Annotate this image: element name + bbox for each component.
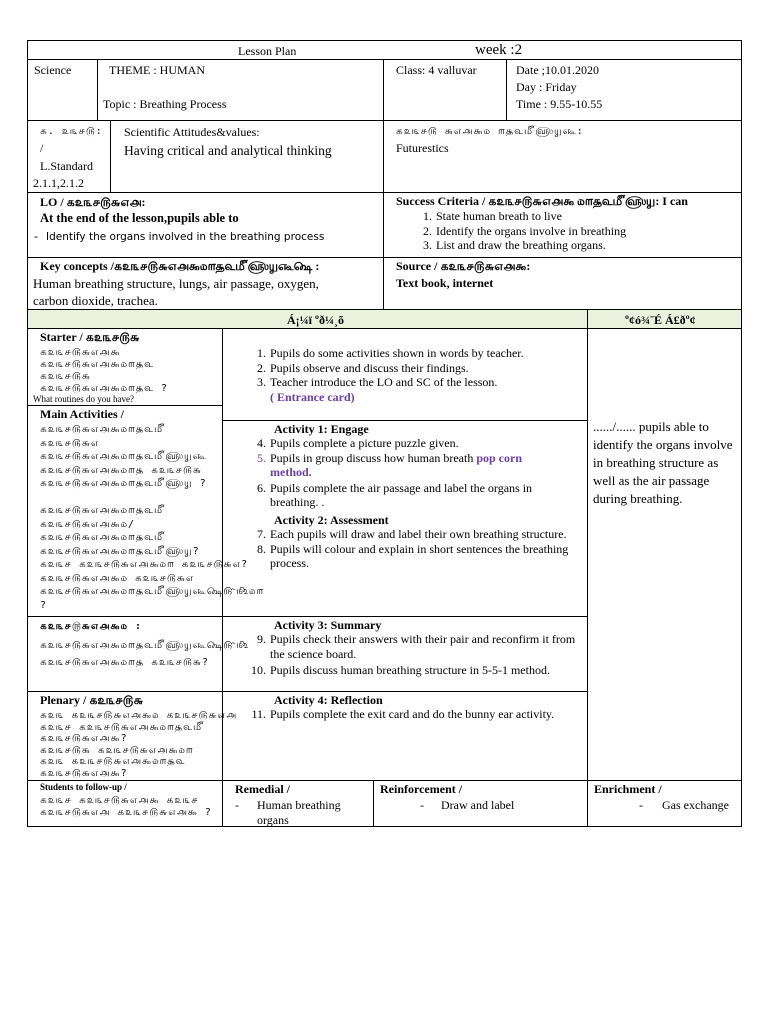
learning-standard-label: L.Standard [40, 159, 93, 173]
reinforcement-label: Reinforcement / [380, 782, 463, 796]
week-label: week :2 [475, 42, 523, 58]
enrichment-dash: - [639, 798, 643, 812]
subject-label: Science [34, 63, 72, 77]
routine-question: What routines do you have? [33, 394, 134, 404]
main-activities-label: Main Activities / [40, 407, 124, 421]
starter-tamil-line: ௧௨௩௪௫௬௭௮௯௰௱௲௳ ? [40, 383, 169, 394]
entrance-card: ( Entrance card) [270, 389, 355, 404]
tamil-line: ௧௨௩௪௫௬௭௮௯௰௱௲ ௧௨௩௪௫௬ [40, 464, 202, 476]
enrichment-value: Gas exchange [662, 798, 729, 812]
starter-tamil-line: ௧௨௩௪௫௬ [40, 371, 91, 382]
tamil-line: ௧௨௩௪௫௬ ௧௨௩௪௫௬௭௮௯௰௱ [40, 744, 194, 756]
sc-label: Success Criteria / ௧௨௩௪௫௬௭௮௯ ௰௱௲௳௴௵௶: I can [396, 194, 688, 208]
date-label: Date ;10.01.2020 [516, 63, 599, 77]
activity-1-title: Activity 1: Engage [274, 422, 369, 436]
enrichment-label: Enrichment / [594, 782, 662, 796]
lo-label: LO / ௧௨௩௪௫௬௭௮: [40, 195, 146, 209]
slash-text: / [40, 141, 44, 155]
activity-item: 6. Pupils complete the air passage and label the organs in breathing. . [257, 480, 533, 509]
tamil-line: ௧௨௩ ௧௨௩௪௫௬௭௮௯௰௱௲௳ [40, 756, 186, 767]
main-activities-left-cell [27, 405, 265, 617]
tamil-line: ௧௨௩௪௫௬௭௮௯? [40, 767, 128, 779]
summary-tamil-line: ௧௨௩௪௫௬௭௮௯௰௱௲ ௧௨௩௪௫௬? [40, 657, 210, 668]
learning-standard-cell [27, 120, 111, 193]
theme-topic-cell [97, 59, 384, 121]
starter-tamil-line: ௧௨௩௪௫௬௭௮௯ [40, 347, 121, 358]
starter-label: Starter / ௧௨௩௪௫௬ [40, 330, 140, 344]
enrichment-cell [587, 780, 742, 827]
reinforcement-cell [373, 780, 588, 827]
followup-tamil: ௧௨௩௪௫௬௭௮ ௧௨௩௪௫௬௭௮௯ ? [40, 807, 212, 818]
cross-curricular-tamil: ௧௨௩௪௫ ௬௭௮௯௰ ௱௲௳௴௵௶௷: [396, 126, 584, 137]
lo-dash: - [34, 229, 38, 243]
source-value: Text book, internet [396, 276, 494, 290]
attitudes-value: Having critical and analytical thinking [124, 143, 332, 158]
attitudes-cell [110, 120, 384, 193]
content-standard-tamil: ௧. ௨௩௪௫: [40, 126, 103, 137]
cross-curricular-value: Futurestics [396, 141, 449, 155]
tamil-line: ௧௨௩௪௫௬௭௮௯௰௱௲௳௴௵௶ ? [40, 478, 207, 489]
class-label: Class: 4 valluvar [396, 63, 477, 77]
summary-left-cell [27, 616, 249, 692]
lesson-plan-header-row [27, 40, 742, 60]
activity-2-title: Activity 2: Assessment [274, 513, 389, 527]
key-concepts-label: Key concepts /௧௨௩௪௫௬௭௮௯௰௱௲௳௴௵௶௷௸ : [40, 259, 320, 273]
remedial-dash: - [235, 798, 239, 812]
activities-header-cell [27, 309, 588, 329]
tamil-line: ௧௨௩௪௫௬௭௮௯௰௱௲௳௴ [40, 532, 166, 543]
sc-item: 1. State human breath to live [423, 209, 562, 223]
reflection-header: º¢ó¾¨É Á£ðº¢ [625, 313, 696, 327]
tamil-line: ௧௨௩௪௫௬௭ [40, 437, 100, 449]
source-cell [383, 257, 742, 310]
key-concepts-cell [27, 257, 384, 310]
remedial-value: organs [257, 813, 289, 827]
lesson-plan-title: Lesson Plan [238, 44, 297, 58]
tamil-line: ௧௨௩௪௫௬௭௮௯௰௱௲௳௴௵௶? [40, 545, 200, 557]
activity-item: 4. Pupils complete a picture puzzle given. [257, 436, 459, 450]
activities-header: Á¡¼ï ºð¼¸õ [287, 313, 344, 327]
followup-cell [27, 780, 223, 827]
topic-label: Topic : Breathing Process [103, 97, 227, 111]
tamil-line: ௧௨௩௪௫௬௭௮௯? [40, 733, 128, 744]
activity-item: 5. Pupils in group discuss how human breath pop corn method. [257, 450, 523, 479]
reflection-header-cell [587, 309, 742, 329]
key-concepts-text: carbon dioxide, trachea. [33, 293, 158, 308]
pop-corn-method: pop corn [476, 450, 523, 465]
class-cell [383, 59, 507, 121]
tamil-line: ௧௨௩ ௧௨௩௪௫௬௭௮௯௰ ௧௨௩௪௫௬௭௮ [40, 710, 237, 721]
learning-standard-value: 2.1.1,2.1.2 [33, 176, 84, 190]
starter-left-cell [27, 328, 223, 406]
sc-item: 3. List and draw the breathing organs. [423, 238, 606, 252]
reinforcement-dash: - [420, 798, 424, 812]
reflection-cell [587, 328, 742, 781]
success-criteria-cell [383, 192, 742, 258]
attitudes-label: Scientific Attitudes&values: [124, 125, 260, 139]
summary-tamil-line: ௧௨௩௪௫௬௭௮௯௰௱௲௳௴௵௶௷௸௹௺ [40, 640, 249, 651]
main-activities-cell [222, 420, 588, 617]
remedial-value: Human breathing [257, 798, 341, 812]
tamil-line: ௧௨௩௪௫௬௭௮௯௰/ [40, 518, 136, 530]
starter-item: 3. Teacher introduce the LO and SC of the lesson. [257, 375, 498, 389]
tamil-line: ௧௨௩௪௫௬௭௮௯௰௱௲௳௴ [40, 505, 166, 516]
day-label: Day : Friday [516, 80, 577, 94]
plenary-left-cell [27, 691, 237, 781]
sc-item: 2. Identify the organs involve in breathing [423, 223, 627, 238]
tamil-line: ? [40, 599, 48, 611]
learning-objective-cell [27, 192, 384, 258]
activity-item: 11. Pupils complete the exit card and do the bunny ear activity. [251, 707, 555, 721]
followup-label: Students to follow-up / [40, 782, 127, 792]
activity-item: 8. Pupils will colour and explain in short sentences the breathing process. [257, 541, 569, 570]
activity-3-title: Activity 3: Summary [274, 618, 382, 632]
remedial-label: Remedial / [235, 782, 290, 796]
starter-tamil-line: ௧௨௩௪௫௬௭௮௯௰௱௲௳ [40, 359, 154, 370]
date-cell [506, 59, 742, 121]
subject-cell [27, 59, 98, 121]
tamil-line: ௧௨௩௪ ௧௨௩௪௫௬௭௮௯௰௱ ௧௨௩௪௫௬௭? [40, 559, 249, 570]
activity-item: 10. Pupils discuss human breathing structure in 5-5-1 method. [251, 663, 550, 677]
tamil-line: ௧௨௩௪௫௬௭௮௯௰௱௲௳௴௵௶௷ [40, 451, 207, 462]
summary-activities-cell [222, 616, 588, 692]
reinforcement-value: Draw and label [441, 798, 515, 812]
plenary-activities-cell [222, 691, 588, 781]
theme-label: THEME : HUMAN [109, 63, 205, 77]
reflection-text: ....../...... pupils able to identify the organs involve in breathing structure as well as the air passage during breathing. [593, 419, 733, 506]
tamil-line: ௧௨௩௪ ௧௨௩௪௫௬௭௮௯௰௱௲௳௴ [40, 721, 205, 733]
starter-item: 2. Pupils observe and discuss their findings. [257, 360, 469, 375]
tamil-line: ௧௨௩௪௫௬௭௮௯௰ ௧௨௩௪௫௬௭ [40, 572, 195, 584]
time-label: Time : 9.55-10.55 [516, 97, 603, 111]
followup-tamil: ௧௨௩௪ ௧௨௩௪௫௬௭௮௯ ௧௨௩௪ [40, 795, 199, 806]
summary-label: ௧௨௩௪௫௬௭௮௯௰ : [40, 621, 143, 632]
activity-item: 9. Pupils check their answers with their pair and reconfirm it from the science board. [257, 632, 576, 661]
remedial-cell [222, 780, 374, 827]
source-label: Source / ௧௨௩௪௫௬௭௮௯: [396, 259, 531, 273]
cross-curricular-cell [383, 120, 742, 193]
tamil-line: ௧௨௩௪௫௬௭௮௯௰௱௲௳௴௵௶௷௸௹௺௰௱ [40, 586, 265, 597]
starter-item: 1. Pupils do some activities shown in words by teacher. [257, 346, 524, 360]
activity-4-title: Activity 4: Reflection [274, 693, 383, 707]
key-concepts-text: Human breathing structure, lungs, air passage, oxygen, [33, 276, 319, 291]
activity-item: 7. Each pupils will draw and label their own breathing structure. [257, 527, 567, 541]
lo-item: Identify the organs involved in the breathing process [46, 231, 325, 243]
lo-intro: At the end of the lesson,pupils able to [40, 211, 239, 225]
tamil-line: ௧௨௩௪௫௬௭௮௯௰௱௲௳௴ [40, 424, 166, 435]
starter-activities-cell [222, 328, 588, 421]
plenary-label: Plenary / ௧௨௩௪௫௬ [40, 693, 144, 707]
